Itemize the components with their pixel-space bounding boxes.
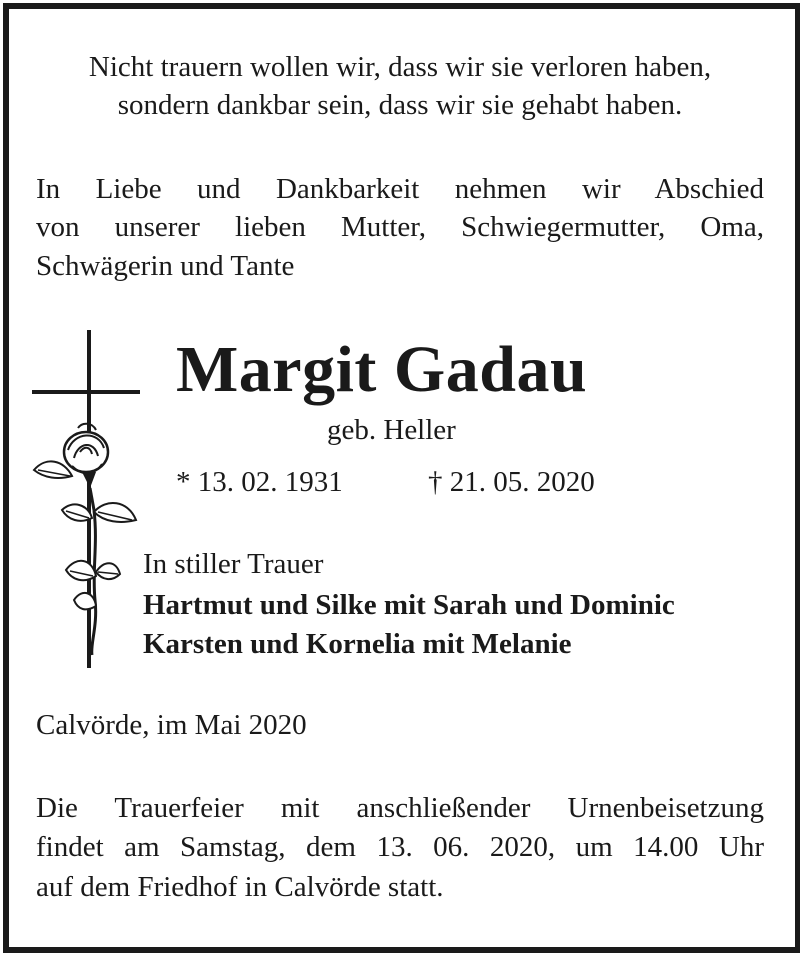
cross-icon <box>32 330 144 670</box>
rose-icon <box>34 424 136 655</box>
maiden-name: geb. Heller <box>327 414 456 446</box>
place-date: Calvörde, im Mai 2020 <box>36 709 307 741</box>
intro-line-1: In Liebe und Dankbarkeit nehmen wir Abschied <box>36 173 764 205</box>
ceremony-line-3: auf dem Friedhof in Calvörde statt. <box>36 871 444 903</box>
motto-line-2: sondern dankbar sein, dass wir sie gehabt haben. <box>117 89 683 121</box>
intro-line-2: von unserer lieben Mutter, Schwiegermutter, Oma, <box>36 211 764 243</box>
deceased-name: Margit Gadau <box>176 333 588 406</box>
motto-line-1: Nicht trauern wollen wir, dass wir sie verloren haben, <box>88 51 712 83</box>
mourners-family-1: Hartmut und Silke mit Sarah und Dominic <box>143 589 675 621</box>
ceremony-line-1: Die Trauerfeier mit anschließender Urnenbeisetzung <box>36 792 764 824</box>
intro-line-3: Schwägerin und Tante <box>36 250 295 282</box>
mourners-family-2: Karsten und Kornelia mit Melanie <box>143 628 572 660</box>
ceremony-line-2: findet am Samstag, dem 13. 06. 2020, um 14.00 Uhr <box>36 831 764 863</box>
death-date: † 21. 05. 2020 <box>428 466 595 498</box>
mourners-intro: In stiller Trauer <box>143 548 324 580</box>
birth-date: * 13. 02. 1931 <box>176 466 343 498</box>
cross-and-rose-emblem <box>32 330 144 675</box>
